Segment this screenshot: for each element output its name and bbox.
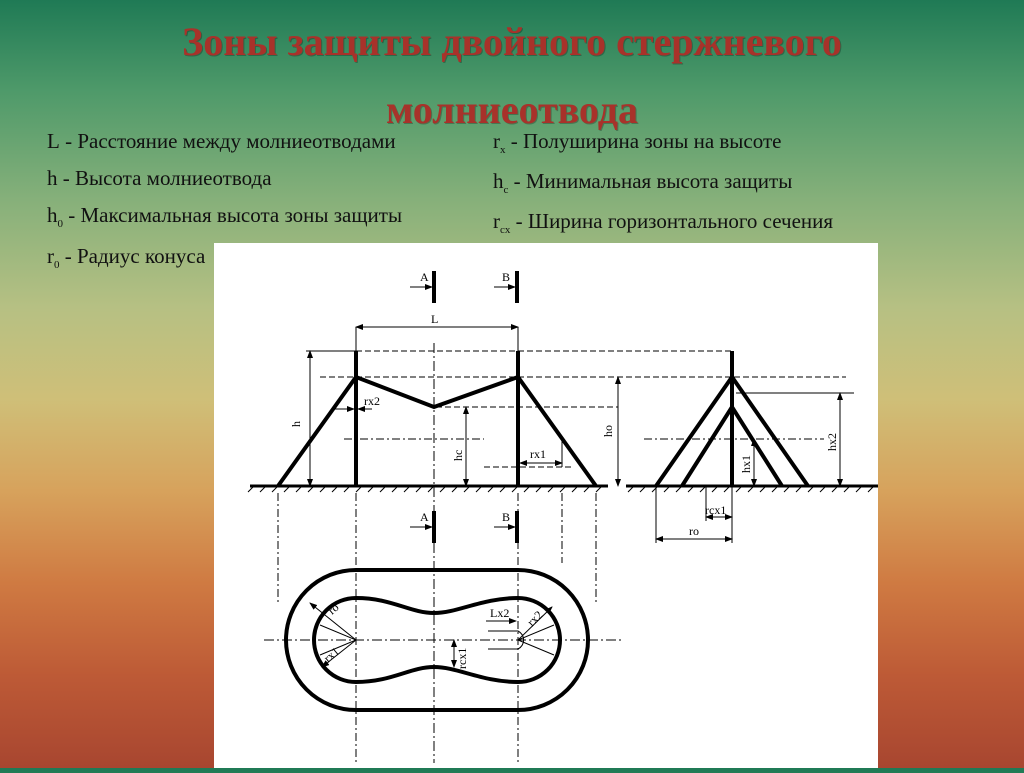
protection-zone-outline xyxy=(278,377,596,486)
legend-text: - Радиус конуса xyxy=(59,243,206,268)
legend-symbol: r xyxy=(47,243,54,268)
legend-subscript: 0 xyxy=(57,218,63,231)
legend-subscript: 0 xyxy=(54,258,60,271)
legend-symbol: h xyxy=(493,169,504,194)
legend-symbol: h xyxy=(47,203,58,228)
legend-symbol: L xyxy=(47,129,60,153)
legend-text: - Полуширина зоны на высоте xyxy=(505,129,782,153)
legend-right xyxy=(493,126,833,247)
legend-text: - Ширина горизонтального сечения xyxy=(510,209,834,234)
diagram-panel xyxy=(214,243,878,768)
legend-symbol: h xyxy=(47,166,58,191)
legend-item xyxy=(493,206,833,246)
rx2-label: rx2 xyxy=(364,394,380,408)
plan-view xyxy=(264,510,624,763)
section-a-label: A xyxy=(420,270,429,284)
legend-text: - Максимальная высота зоны защиты xyxy=(63,203,403,228)
section-a-label-bottom: A xyxy=(420,510,429,524)
rx1-label: rx1 xyxy=(530,447,546,461)
legend-text: - Минимальная высота защиты xyxy=(508,169,793,194)
side-view xyxy=(626,351,878,543)
legend-item xyxy=(47,200,402,240)
legend-symbol: r xyxy=(493,209,500,234)
slide-title-line1: Зоны защиты двойного стержневого xyxy=(182,19,842,64)
hx1-label: hx1 xyxy=(739,455,753,473)
projection-lines xyxy=(278,493,596,763)
r0-side-label: ro xyxy=(689,524,699,538)
legend-text: - Расстояние между молниеотводами xyxy=(59,129,396,153)
slide-title xyxy=(0,8,1024,144)
legend-subscript: cx xyxy=(500,224,511,237)
legend-subscript: x xyxy=(500,144,506,157)
rcx1-plan-label: rcx1 xyxy=(455,647,469,669)
protection-zone-diagram xyxy=(214,243,878,768)
section-b-label: B xyxy=(502,270,511,284)
section-b-label-bottom: B xyxy=(502,510,511,524)
legend-item xyxy=(47,126,402,163)
legend-item xyxy=(493,126,833,166)
legend-item xyxy=(493,166,833,206)
hc-label: hc xyxy=(451,449,465,461)
rcx1-label: rcx1 xyxy=(705,503,727,517)
legend-item xyxy=(47,163,402,200)
legend-symbol: r xyxy=(493,129,500,153)
hx2-label: hx2 xyxy=(825,433,839,451)
rx2-plan-label: rx2 xyxy=(524,607,546,630)
slide-title-line2: молниеотвода xyxy=(385,87,638,132)
rx1-plan-label: rx1 xyxy=(320,644,343,666)
legend-subscript: c xyxy=(503,184,509,197)
h0-label: ho xyxy=(601,425,615,437)
distance-l-label: L xyxy=(431,312,439,326)
r0-plan-label: ro xyxy=(324,600,342,618)
height-h-label: h xyxy=(289,421,303,427)
legend-text: - Высота молниеотвода xyxy=(57,166,272,191)
lx2-plan-label: Lx2 xyxy=(490,606,510,620)
